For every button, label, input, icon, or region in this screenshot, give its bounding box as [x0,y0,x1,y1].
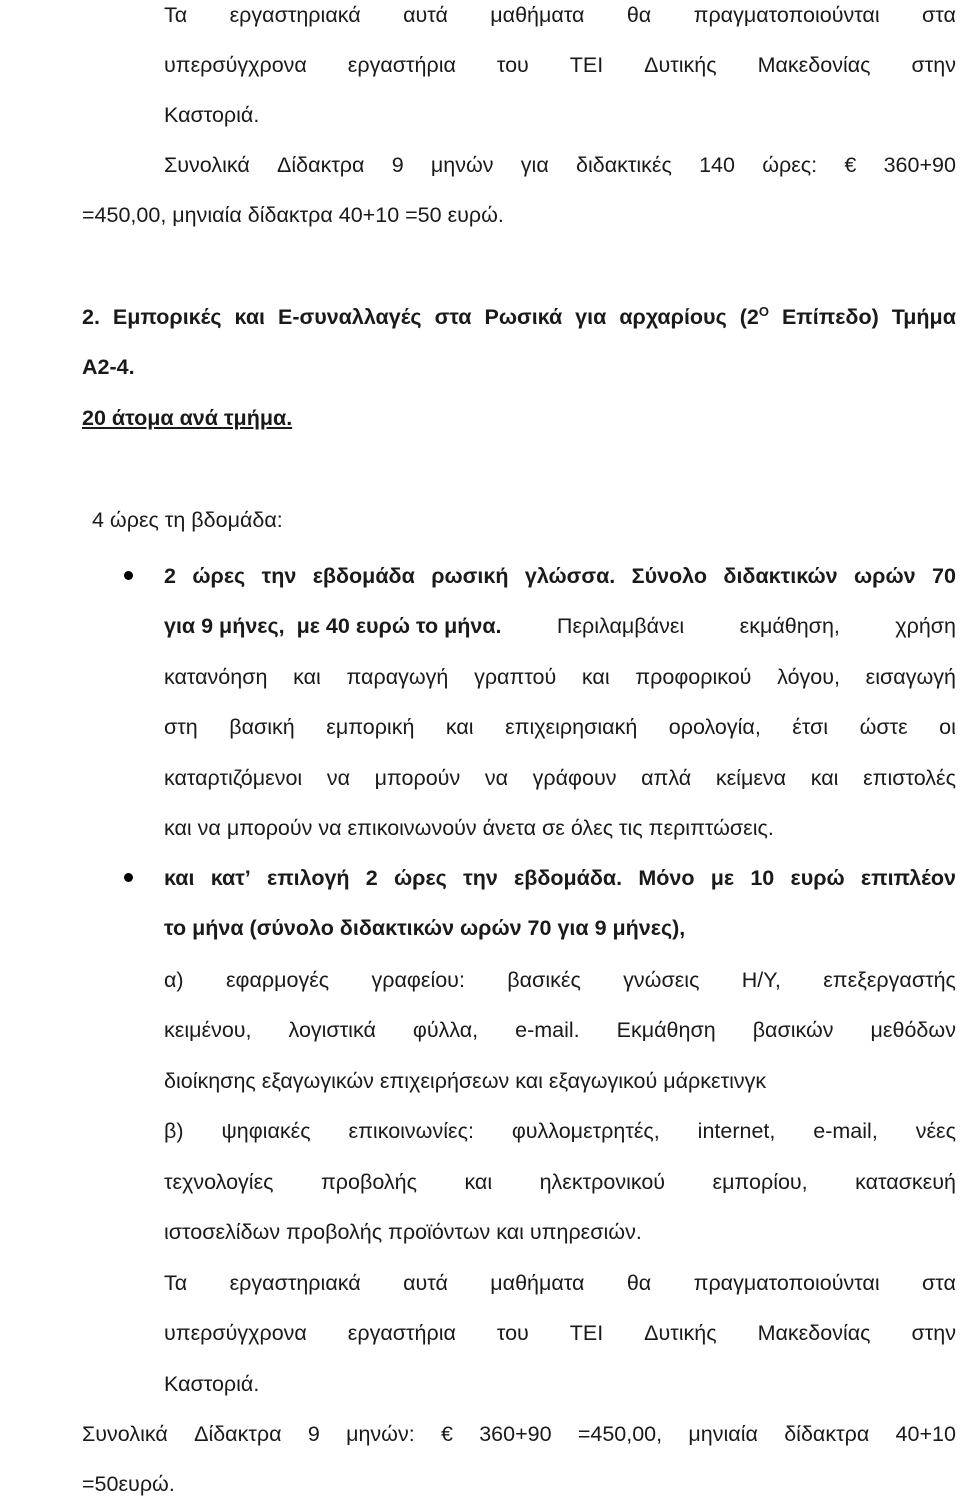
word: εργαστήρια [347,1321,456,1345]
word: κατανόηση [164,665,268,689]
word: και [234,305,266,329]
word: να [326,766,350,790]
word: υπερσύγχρονα [164,53,307,77]
word: για [575,305,607,329]
word: Ε-συναλλαγές [278,305,422,329]
word: του [496,1321,529,1345]
word: τεχνολογίες [164,1170,274,1194]
word: οι [939,715,956,739]
bullet-2-line-2: το μήνα (σύνολο διδακτικών ωρών 70 για 9 μήνες), [164,916,686,940]
word: στα [922,1271,956,1295]
word: 9 [307,1422,320,1446]
word: 360+90 [883,153,956,177]
word: Ρωσικά [484,305,563,329]
word: 10 [750,866,775,890]
word: 140 [699,153,735,177]
word: Δίδακτρα [277,153,365,177]
word: αυτά [403,3,448,27]
word: 2 [164,564,176,588]
word: βασική [229,715,295,739]
word: 360+90 [479,1422,552,1446]
word: πραγματοποιούνται [693,1271,880,1295]
bullet-dot [124,873,133,882]
word: Μόνο [638,866,695,890]
word: στη [164,715,198,739]
word: με [710,866,735,890]
word: ώρες [192,564,246,588]
word: (2 [739,305,759,329]
superscript: Ο [758,303,769,319]
word: ορολογία, [668,715,761,739]
word: Συνολικά [82,1422,168,1446]
word: Δυτικής [644,1321,717,1345]
word: προβολής [320,1170,417,1194]
word: Μακεδονίας [757,53,871,77]
labs-line-2 [164,1318,956,1348]
word: την [463,866,498,890]
fees-line-1 [164,150,956,180]
word: διδακτικών [723,564,838,588]
bullet-1-rest-2: χρήση [895,614,956,638]
intro-line-2 [164,50,956,80]
word: Τα [164,3,188,27]
word: επιστολές [863,766,956,790]
word: Μακεδονίας [757,1321,871,1345]
word: Δίδακτρα [194,1422,282,1446]
bullet-1-line-4 [164,712,956,742]
word: εργαστηριακά [229,1271,361,1295]
word: αρχαρίους [619,305,727,329]
word: internet, [697,1119,776,1143]
word: 9 [391,153,404,177]
word: θα [626,3,652,27]
bullet-2-line-1 [164,863,956,893]
word: επεξεργαστής [823,968,956,992]
word: και [464,1170,493,1194]
bullet-1-line-6: και να μπορούν να επικοινωνούν άνετα σε όλες τις περιπτώσεις. [164,816,774,840]
labs-line-3: Καστοριά. [164,1372,260,1396]
word: επιπλέον [860,866,956,890]
word: για [520,153,549,177]
word: ΤΕΙ [569,1321,604,1345]
word: του [496,53,529,77]
word: 70 [932,564,956,588]
intro-line-3: Καστοριά. [164,103,260,127]
word: εισαγωγή [865,665,956,689]
word: βασικές [507,968,581,992]
word: γράφουν [532,766,617,790]
word: υπερσύγχρονα [164,1321,307,1345]
word: νέες [915,1119,956,1143]
bullet-1-line-2 [164,611,956,641]
word: ευρώ [790,866,845,890]
word: εβδομάδα. [514,866,623,890]
fees-line-2: =450,00, μηνιαία δίδακτρα 40+10 =50 ευρώ. [82,203,504,227]
word: και [164,866,195,890]
word: γνώσεις [623,968,700,992]
word: ψηφιακές [221,1119,311,1143]
word: γλώσσα. [524,564,616,588]
word: α) [164,968,184,992]
word: λόγου, [777,665,840,689]
word: θα [626,1271,652,1295]
word: στα [922,3,956,27]
word: εμπορική [326,715,415,739]
word: φυλλομετρητές, [511,1119,660,1143]
word: € [844,153,857,177]
word: ωρών [854,564,916,588]
digital-comm-line-3: ιστοσελίδων προβολής προϊόντων και υπηρεσιών. [164,1220,642,1244]
word: μηνών: [346,1422,415,1446]
word: Τα [164,1271,188,1295]
word: Δυτικής [644,53,717,77]
bullet-dot [124,571,133,580]
office-apps-line-1 [164,965,956,995]
word: και [581,665,610,689]
word: ώρες [394,866,447,890]
word: δίδακτρα [784,1422,870,1446]
word: κειμένου, [164,1018,252,1042]
word: μαθήματα [490,1271,585,1295]
word: την [261,564,297,588]
word: ώστε [859,715,908,739]
word: Εκμάθηση [616,1018,716,1042]
group-size: 20 άτομα ανά τμήμα. [82,406,293,430]
word: επιλογή [267,866,350,890]
word: μπορούν [374,766,461,790]
word: e-mail, [813,1119,878,1143]
word: Τμήμα [891,305,956,329]
section-2-heading-cont: Α2-4. [82,355,135,379]
word: ηλεκτρονικού [539,1170,666,1194]
word: καταρτιζόμενοι [164,766,303,790]
word: € [440,1422,453,1446]
bullet-1-line-1 [164,561,956,591]
word: εφαρμογές [225,968,330,992]
word: Σύνολο [631,564,708,588]
word: διδακτικές [576,153,672,177]
word: στην [911,1321,956,1345]
word: κατασκευή [855,1170,956,1194]
word: εμπορίου, [712,1170,808,1194]
word: ρωσική [431,564,509,588]
intro-line-1 [164,0,956,30]
total-fees-line-1 [82,1419,956,1449]
word: μηνών [430,153,494,177]
word: μεθόδων [870,1018,956,1042]
section-2-heading [82,302,956,332]
bullet-1-rest-1: εκμάθηση, [739,614,840,638]
labs-line-1 [164,1268,956,1298]
word: έτσι [792,715,829,739]
word: εργαστήρια [347,53,456,77]
word: πραγματοποιούνται [693,3,880,27]
bullet-1-rest-0: Περιλαμβάνει [556,614,685,638]
word: απλά [641,766,692,790]
word: και [810,766,839,790]
word: β) [164,1119,184,1143]
word: κείμενα [715,766,787,790]
word: και [293,665,321,689]
office-apps-line-2 [164,1015,956,1045]
word: =450,00, [577,1422,663,1446]
word: επιχειρησιακή [505,715,638,739]
word: να [484,766,509,790]
hours-per-week: 4 ώρες τη βδομάδα: [92,508,283,532]
word: εβδομάδα [312,564,415,588]
word: φύλλα, [412,1018,479,1042]
word: Η/Υ, [741,968,781,992]
word: Συνολικά [164,153,250,177]
word: λογιστικά [288,1018,376,1042]
word: εργαστηριακά [229,3,361,27]
bullet-1-line-5 [164,763,956,793]
word: γραπτού [474,665,557,689]
digital-comm-line-2 [164,1167,956,1197]
word: e-mail. [515,1018,580,1042]
word: Εμπορικές [112,305,222,329]
word: επικοινωνίες: [348,1119,474,1143]
word: γραφείου: [371,968,465,992]
word: μηνιαία [688,1422,758,1446]
word: αυτά [403,1271,448,1295]
word: προφορικού [635,665,752,689]
word: παραγωγή [346,665,449,689]
office-apps-line-3: διοίκησης εξαγωγικών επιχειρήσεων και εξαγωγικού μάρκετινγκ [164,1069,767,1093]
word-with-superscript [740,302,769,332]
bullet-1-bold-text: για 9 μήνες, με 40 ευρώ το μήνα. [164,614,502,638]
word: στην [911,53,956,77]
word: βασικών [752,1018,834,1042]
digital-comm-line-1 [164,1116,956,1146]
word: στα [434,305,472,329]
word: 40+10 [895,1422,956,1446]
word: ώρες: [762,153,818,177]
word: ΤΕΙ [569,53,604,77]
total-fees-line-2: =50ευρώ. [82,1472,175,1496]
word: 2 [365,866,378,890]
bullet-1-line-3 [164,662,956,692]
word: μαθήματα [490,3,585,27]
word: Επίπεδο) [781,305,879,329]
word: κατ’ [210,866,251,890]
word: και [445,715,474,739]
word: 2. [82,305,100,329]
